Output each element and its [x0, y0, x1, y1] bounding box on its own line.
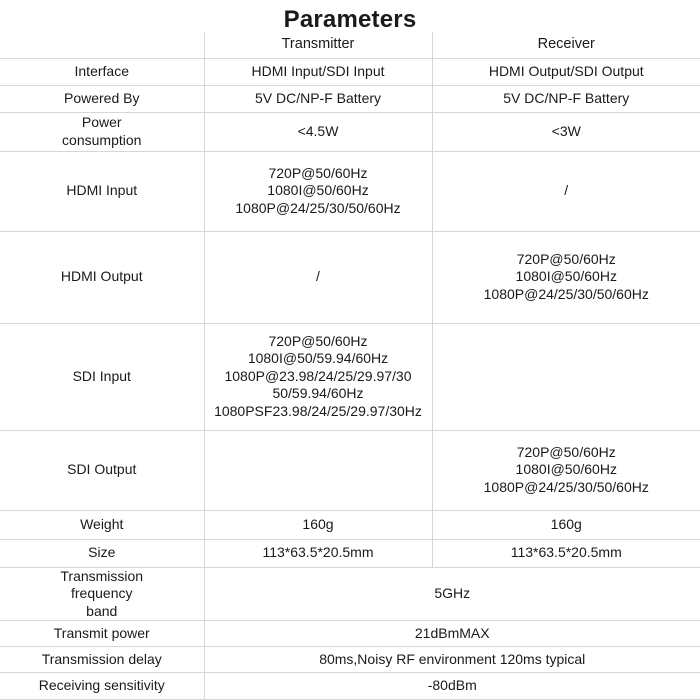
table-row — [0, 85, 700, 112]
cell-line: 113*63.5*20.5mm — [510, 544, 622, 561]
cell-line: Weight — [80, 515, 124, 532]
receiver-value-cell — [432, 151, 700, 231]
page-title: Parameters — [283, 6, 417, 33]
cell-line: 5GHz — [434, 585, 471, 601]
cell-line: 1080P@24/25/30/50/60Hz — [483, 285, 649, 302]
cell-line: 720P@50/60Hz — [268, 164, 368, 181]
receiver-value-cell — [432, 510, 700, 539]
shared-value-cell — [204, 621, 700, 647]
cell-line: 1080I@50/60Hz — [515, 461, 617, 478]
table-row — [0, 231, 700, 323]
table-row — [0, 430, 700, 510]
cell-line: 80ms,Noisy RF environment 120ms typical — [319, 650, 586, 667]
cell-line: 1080I@50/59.94/60Hz — [247, 350, 389, 367]
table-row — [0, 539, 700, 567]
cell-line: 1080P@24/25/30/50/60Hz — [483, 478, 649, 495]
cell-line: Size — [88, 544, 116, 561]
cell-line: / — [564, 182, 569, 199]
cell-line: 720P@50/60Hz — [516, 443, 616, 460]
row-label — [0, 567, 204, 621]
cell-line: Receiving sensitivity — [38, 677, 165, 694]
receiver-value-cell — [432, 112, 700, 151]
shared-value-cell — [204, 673, 700, 700]
transmitter-value-cell — [204, 151, 432, 231]
receiver-value-cell — [432, 58, 700, 85]
table-row — [0, 112, 700, 151]
table-row — [0, 151, 700, 231]
cell-line: 21dBmMAX — [414, 624, 490, 641]
cell-line: consumption — [62, 131, 142, 148]
cell-line: <3W — [551, 122, 581, 139]
cell-line: -80dBm — [427, 677, 477, 694]
header-transmitter: Transmitter — [204, 32, 432, 58]
shared-value-cell — [204, 647, 700, 673]
transmitter-value-cell — [204, 510, 432, 539]
table-row — [0, 621, 700, 647]
cell-line: 1080I@50/60Hz — [267, 182, 369, 199]
cell-line: 113*63.5*20.5mm — [262, 544, 374, 561]
transmitter-value-cell — [204, 430, 432, 510]
row-label — [0, 539, 204, 567]
cell-line: 720P@50/60Hz — [516, 250, 616, 267]
row-label — [0, 85, 204, 112]
cell-line: Transmission — [60, 567, 144, 584]
receiver-value-cell — [432, 323, 700, 430]
transmitter-value-cell — [204, 539, 432, 567]
cell-line: 1080P@24/25/30/50/60Hz — [235, 199, 401, 216]
table-row — [0, 567, 700, 621]
cell-line: 160g — [550, 515, 582, 532]
table-row — [0, 58, 700, 85]
table-row — [0, 510, 700, 539]
header-blank — [0, 32, 204, 58]
receiver-value-cell — [432, 539, 700, 567]
row-label — [0, 510, 204, 539]
receiver-value-cell — [432, 85, 700, 112]
cell-line: 50/59.94/60Hz — [272, 385, 364, 402]
shared-value-cell — [204, 567, 700, 621]
transmitter-value-cell — [204, 85, 432, 112]
transmitter-value-cell — [204, 323, 432, 430]
receiver-value-cell — [432, 231, 700, 323]
header-receiver: Receiver — [432, 32, 700, 58]
table-header-row — [0, 32, 700, 58]
cell-line: SDI Input — [72, 367, 131, 384]
cell-line: Transmission delay — [41, 650, 162, 667]
transmitter-value-cell — [204, 231, 432, 323]
parameters-table — [0, 32, 700, 700]
cell-line: 5V DC/NP-F Battery — [254, 89, 382, 106]
table-row — [0, 673, 700, 700]
receiver-value-cell — [432, 430, 700, 510]
cell-line: <4.5W — [297, 122, 339, 139]
cell-line: HDMI Output — [60, 268, 143, 285]
row-label — [0, 58, 204, 85]
row-label — [0, 231, 204, 323]
table-row — [0, 647, 700, 673]
cell-line: / — [316, 268, 320, 285]
cell-line: Transmit power — [53, 624, 150, 641]
cell-line: 1080PSF23.98/24/25/29.97/30Hz — [214, 402, 422, 419]
table-body — [0, 58, 700, 700]
transmitter-value-cell — [204, 112, 432, 151]
cell-line: 1080P@23.98/24/25/29.97/30 — [224, 367, 412, 384]
transmitter-value-cell — [204, 58, 432, 85]
row-label — [0, 673, 204, 700]
cell-line: Powered By — [64, 89, 140, 106]
cell-line: frequency — [71, 585, 133, 601]
table-row — [0, 323, 700, 430]
row-label — [0, 323, 204, 430]
row-label — [0, 621, 204, 647]
cell-line: HDMI Output/SDI Output — [488, 62, 644, 79]
cell-line: 720P@50/60Hz — [268, 332, 368, 349]
cell-line: 1080I@50/60Hz — [515, 268, 617, 285]
cell-line: Power — [81, 114, 122, 130]
cell-line: 160g — [302, 515, 334, 532]
cell-line: SDI Output — [67, 461, 137, 478]
row-label — [0, 151, 204, 231]
row-label — [0, 647, 204, 673]
cell-line: band — [86, 602, 118, 619]
cell-line: HDMI Input/SDI Input — [251, 62, 385, 79]
cell-line: 5V DC/NP-F Battery — [503, 89, 630, 106]
cell-line: HDMI Input — [66, 182, 138, 199]
row-label — [0, 430, 204, 510]
row-label — [0, 112, 204, 151]
cell-line: Interface — [74, 62, 129, 79]
